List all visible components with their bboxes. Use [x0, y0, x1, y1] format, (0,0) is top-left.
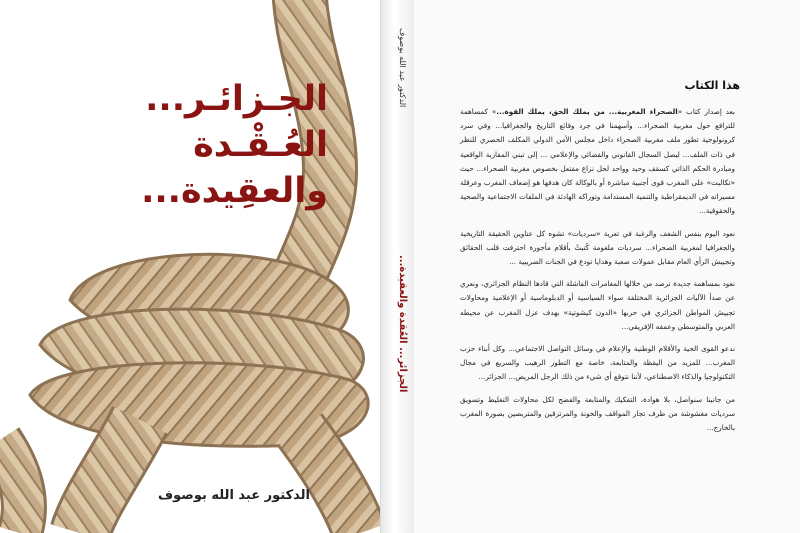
blurb-paragraph-2: نعود اليوم بنفس الشغف والرغبة في تعرية «سرديات» تشوه كل عناوين الحقيقة التاريخية والجغرافيا لمغربية الصحراء... سرديات ملغومة كُتبتْ بأقلام مأجورة احترفت قلب الحقائق وتجييش الرأي العام مقابل عمولات صعبة وهدايا تودع في الجنات الضريبية ...	[460, 228, 735, 267]
back-heading: هذا الكتاب	[684, 79, 740, 92]
spine-author: الدكتور عبد الله بوصوف	[398, 28, 407, 108]
blurb-book-title: الصحراء المغربية... من يملك الحق، يملك القوة...	[496, 107, 678, 116]
blurb-paragraph-5: من جانبنا سنواصل، بلا هوادة، التفكيك والمتابعة والفضح لكل محاولات التغليط وتسويق سرديات مغشوشة من طرف تجار المواقف والخونة والمرتزقين والمتربصين بصورة المغرب بالخارج...	[460, 394, 735, 433]
blurb-paragraph-1	[460, 105, 735, 219]
blurb-paragraph-4: ندعو القوى الحية والأقلام الوطنية والإعلام في وسائل التواصل الاجتماعي... وكل أبناء حزب المغرب... للمزيد من اليقظة والمتابعة، خاصة مع التطور الرهيب والسريع في مجال التكنولوجيا والذكاء الاصطناعي، لأننا نتوقع أي شيء من ذلك الرجل المريض... الجزائر...	[460, 344, 735, 382]
blurb-paragraph-3: نعود بمساهمة جديدة نرصد من خلالها المغامرات الفاشلة التي قادها النظام الجزائري، ونعري عن صدأ الآليات الجزائرية المختلفة سواء السياسية أو الدبلوماسية أو الإعلامية ومحاولات تجييش المواطن الجزائري في حربها «الدون كيشوتية» بهدف عزل المغرب عن محيطه العربي والمتوسطي وعمقه الإفريقي...	[460, 279, 735, 331]
spine-title: الجزائر... العُقدة والعقيدة...	[397, 255, 408, 393]
front-cover	[0, 0, 392, 533]
back-blurb	[460, 105, 735, 443]
front-title	[118, 76, 328, 214]
blurb-paragraph-1-post: » كمساهمة للترافع حول مغربية الصحراء... وأسهمنا في جرد وقائع التاريخ والجغرافيا... وفي سرد كرونولوجية تطور ملف مغربية الصحراء داخل مجلس الأمن الدولي المكلف الحصري للنظر في ذات الملف... ليصل السجال القانوني والقضائي والإعلامي ... إلى تبني المقاربة الواقعية ومبادرة الحكم الذاتي كسقف وحيد وواحد لحل نزاع مفتعل بخصوص مغربية الصحراء... حيث «تكالبت» على المغرب قوى أجنبية مباشرة أو بالوكالة كان هدفها هو إضعاف المغرب وعرقلة مسيراته في الديمقراطية والتنمية المستدامة وتوراكه الهادئة في الملفات الاجتماعية والصحية والحقوقية...	[460, 107, 735, 216]
front-title-line-1: الجـزائـر...	[145, 79, 328, 119]
front-title-line-3: والعقِيدة...	[141, 171, 328, 211]
front-author: الدكتور عبد الله بوصوف	[158, 488, 310, 503]
front-title-line-2: العُـقْـدة	[193, 125, 328, 165]
blurb-paragraph-1-pre: بعد إصدار كتاب «	[677, 107, 735, 116]
